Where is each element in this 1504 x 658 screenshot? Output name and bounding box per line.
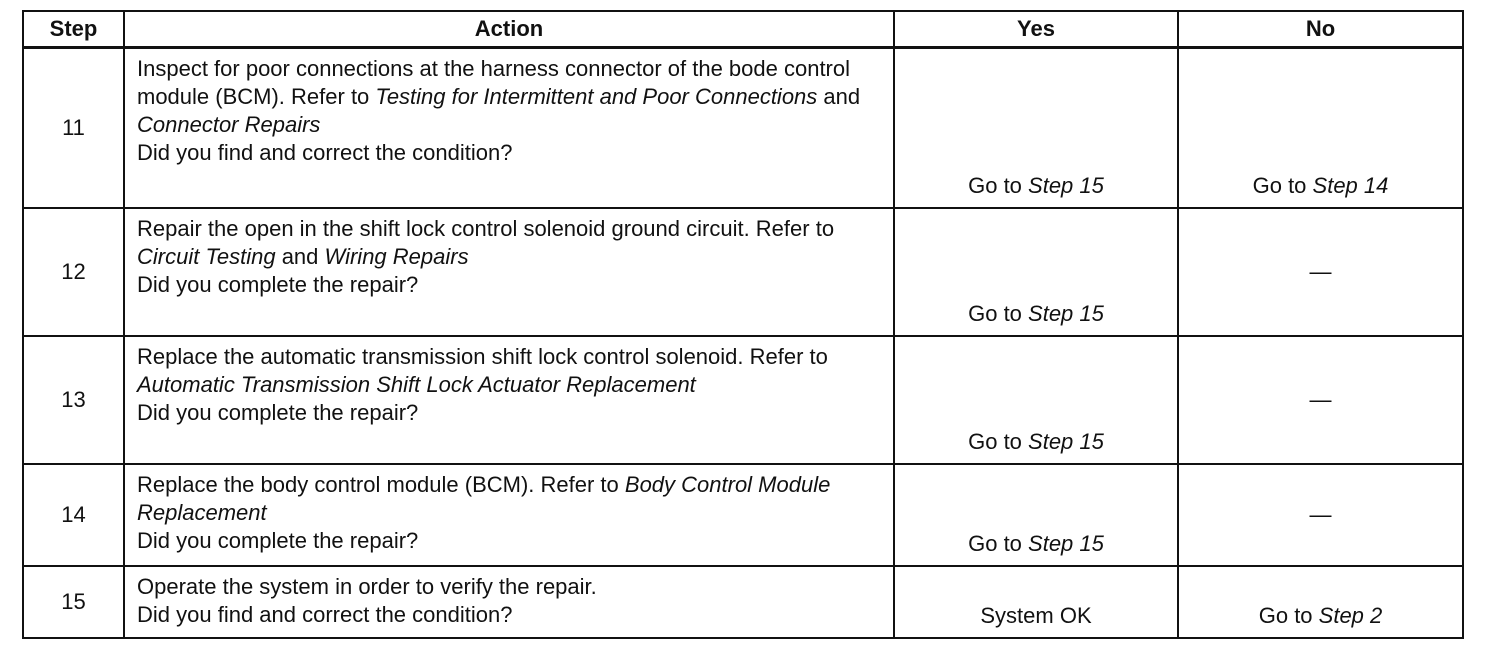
step-number: 12 (23, 208, 124, 336)
reference-link: Body Control Module Replacement (137, 471, 831, 525)
empty-dash: — (1309, 258, 1332, 284)
action-instruction: Replace the automatic transmission shift lock control solenoid. Refer to Automatic Transmission Shift Lock Actuator Replacement (137, 343, 828, 397)
no-result (1178, 336, 1463, 464)
header-row (23, 11, 1463, 48)
table-row (23, 464, 1463, 566)
step-reference: Step 15 (1028, 172, 1104, 198)
reference-link: Connector Repairs (137, 112, 321, 137)
yes-result: System OK (894, 566, 1178, 638)
action-cell (124, 208, 894, 336)
header-yes: Yes (894, 11, 1178, 48)
table-row (23, 208, 1463, 336)
action-question: Did you find and correct the condition? (137, 140, 513, 165)
step-reference: Step 15 (1028, 428, 1104, 454)
header-step: Step (23, 11, 124, 48)
empty-dash: — (1309, 386, 1332, 412)
table-row (23, 566, 1463, 638)
no-result (1178, 208, 1463, 336)
empty-dash: — (1309, 501, 1332, 527)
reference-link: Wiring Repairs (324, 243, 469, 269)
header-action: Action (124, 11, 894, 48)
action-instruction: Replace the body control module (BCM). Refer to Body Control Module Replacement (137, 471, 831, 525)
diagnostic-table (22, 10, 1464, 639)
header-no: No (1178, 11, 1463, 48)
no-result: Go to Step 2 (1178, 566, 1463, 638)
step-reference: Step 14 (1312, 172, 1389, 198)
step-reference: Step 15 (1028, 530, 1104, 556)
action-cell (124, 48, 894, 208)
yes-result: Go to Step 15 (894, 336, 1178, 464)
action-instruction: Inspect for poor connections at the harness connector of the bode control module (BCM). Refer to Testing for Intermittent and Poor Connections and Connector Repairs (137, 56, 861, 137)
no-result (1178, 464, 1463, 566)
step-number: 15 (23, 566, 124, 638)
action-instruction: Repair the open in the shift lock control solenoid ground circuit. Refer to Circuit Testing and Wiring Repairs (137, 215, 835, 269)
action-question: Did you find and correct the condition? (137, 601, 513, 627)
action-question: Did you complete the repair? (137, 271, 419, 297)
reference-link: Automatic Transmission Shift Lock Actuator Replacement (137, 371, 696, 397)
yes-result: Go to Step 15 (894, 48, 1178, 208)
yes-result: Go to Step 15 (894, 208, 1178, 336)
action-question: Did you complete the repair? (137, 527, 419, 553)
step-number: 11 (23, 48, 124, 208)
table-row (23, 336, 1463, 464)
action-cell (124, 336, 894, 464)
action-cell (124, 566, 894, 638)
action-cell (124, 464, 894, 566)
reference-link: Circuit Testing (137, 243, 276, 269)
yes-result: Go to Step 15 (894, 464, 1178, 566)
table-row (23, 48, 1463, 208)
reference-link: Testing for Intermittent and Poor Connections (375, 84, 818, 109)
step-number: 13 (23, 336, 124, 464)
no-result: Go to Step 14 (1178, 48, 1463, 208)
step-number: 14 (23, 464, 124, 566)
action-question: Did you complete the repair? (137, 399, 419, 425)
step-reference: Step 15 (1028, 300, 1104, 326)
action-instruction: Operate the system in order to verify the repair. (137, 573, 597, 599)
step-reference: Step 2 (1318, 602, 1383, 628)
